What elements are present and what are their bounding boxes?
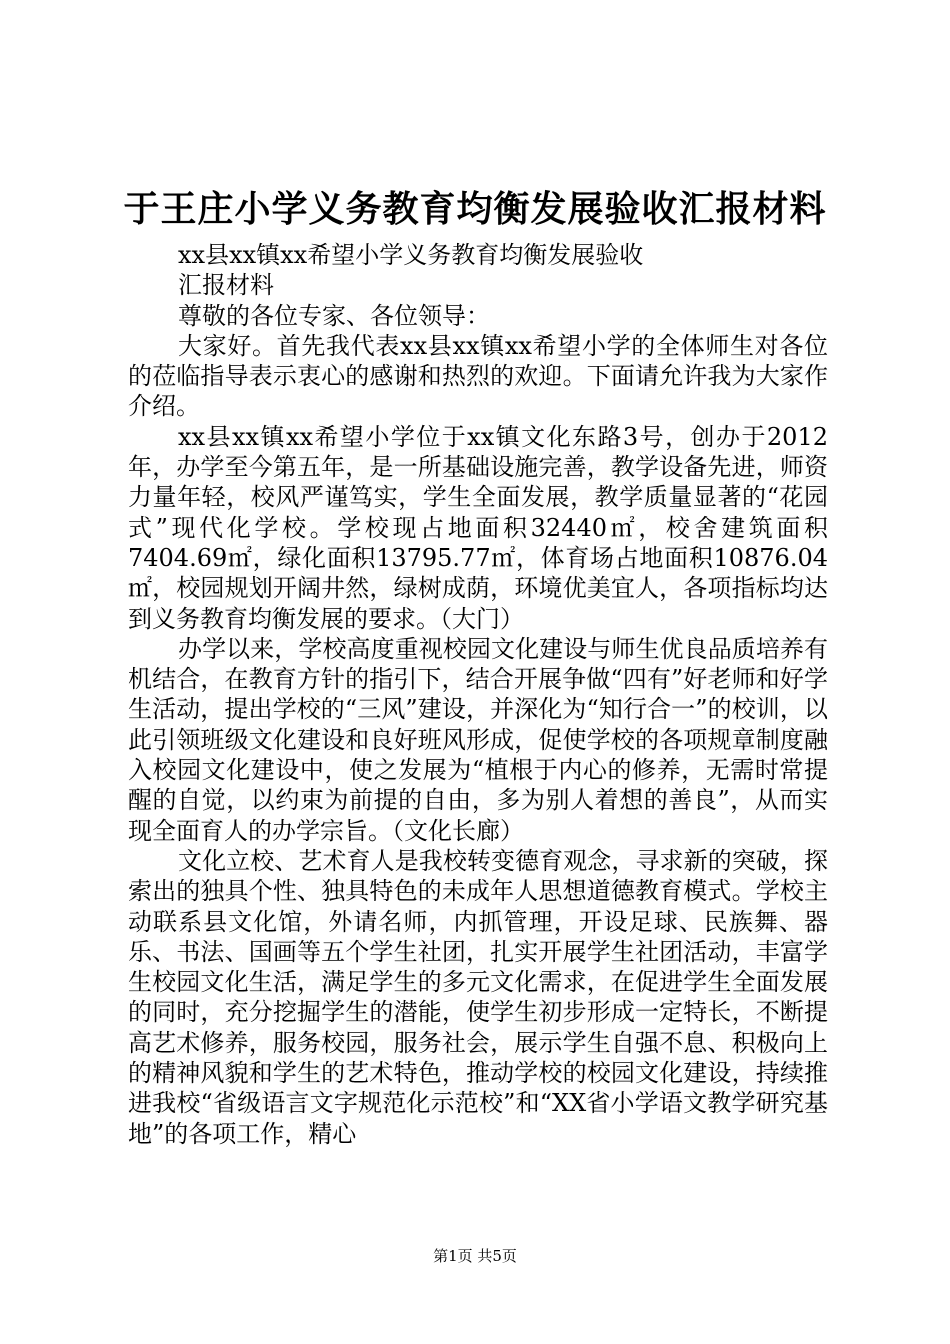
- salutation: 尊敬的各位专家、各位领导：: [178, 301, 490, 330]
- paragraph-campus-culture: 办学以来，学校高度重视校园文化建设与师生优良品质培养有机结合，在教育方针的指引下，结合开展争做“四有”好老师和好学生活动，提出学校的“三风”建设，并深化为“知行合一”的校训，以此引领班级文化建设和良好班风形成，促使学校的各项规章制度融入校园文化建设中，使之发展为“植根于内心的修养，无需时常提醒的自觉，以约束为前提的自由，多为别人着想的善良”，从而实现全面育人的办学宗旨。（文化长廊）: [128, 634, 828, 845]
- document-body: [128, 240, 828, 1149]
- subtitle-line-1: xx县xx镇xx希望小学义务教育均衡发展验收: [178, 241, 644, 269]
- document-title: 于王庄小学义务教育均衡发展验收汇报材料: [123, 188, 827, 230]
- paragraph-school-overview: xx县xx镇xx希望小学位于xx镇文化东路3号，创办于2012年，办学至今第五年，是一所基础设施完善，教学设备先进，师资力量年轻，校风严谨笃实，学生全面发展，教学质量显著的“花园式”现代化学校。学校现占地面积32440㎡，校舍建筑面积7404.69㎡，绿化面积13795.77㎡，体育场占地面积10876.04㎡，校园规划开阔井然，绿树成荫，环境优美宜人，各项指标均达到义务教育均衡发展的要求。（大门）: [128, 422, 828, 633]
- paragraph-arts-education: 文化立校、艺术育人是我校转变德育观念，寻求新的突破，探索出的独具个性、独具特色的未成年人思想道德教育模式。学校主动联系县文化馆，外请名师，内抓管理，开设足球、民族舞、器乐、书法、国画等五个学生社团，扎实开展学生社团活动，丰富学生校园文化生活，满足学生的多元文化需求，在促进学生全面发展的同时，充分挖掘学生的潜能，使学生初步形成一定特长，不断提高艺术修养，服务校园，服务社会，展示学生自强不息、积极向上的精神风貌和学生的艺术特色，推动学校的校园文化建设，持续推进我校“省级语言文字规范化示范校”和“XX省小学语文教学研究基地”的各项工作，精心: [128, 846, 828, 1148]
- page-footer: 第1页 共5页: [433, 1247, 517, 1265]
- paragraph-greeting: 大家好。首先我代表xx县xx镇xx希望小学的全体师生对各位的莅临指导表示衷心的感谢和热烈的欢迎。下面请允许我为大家作介绍。: [128, 331, 828, 421]
- subtitle-line-2: 汇报材料: [178, 271, 274, 300]
